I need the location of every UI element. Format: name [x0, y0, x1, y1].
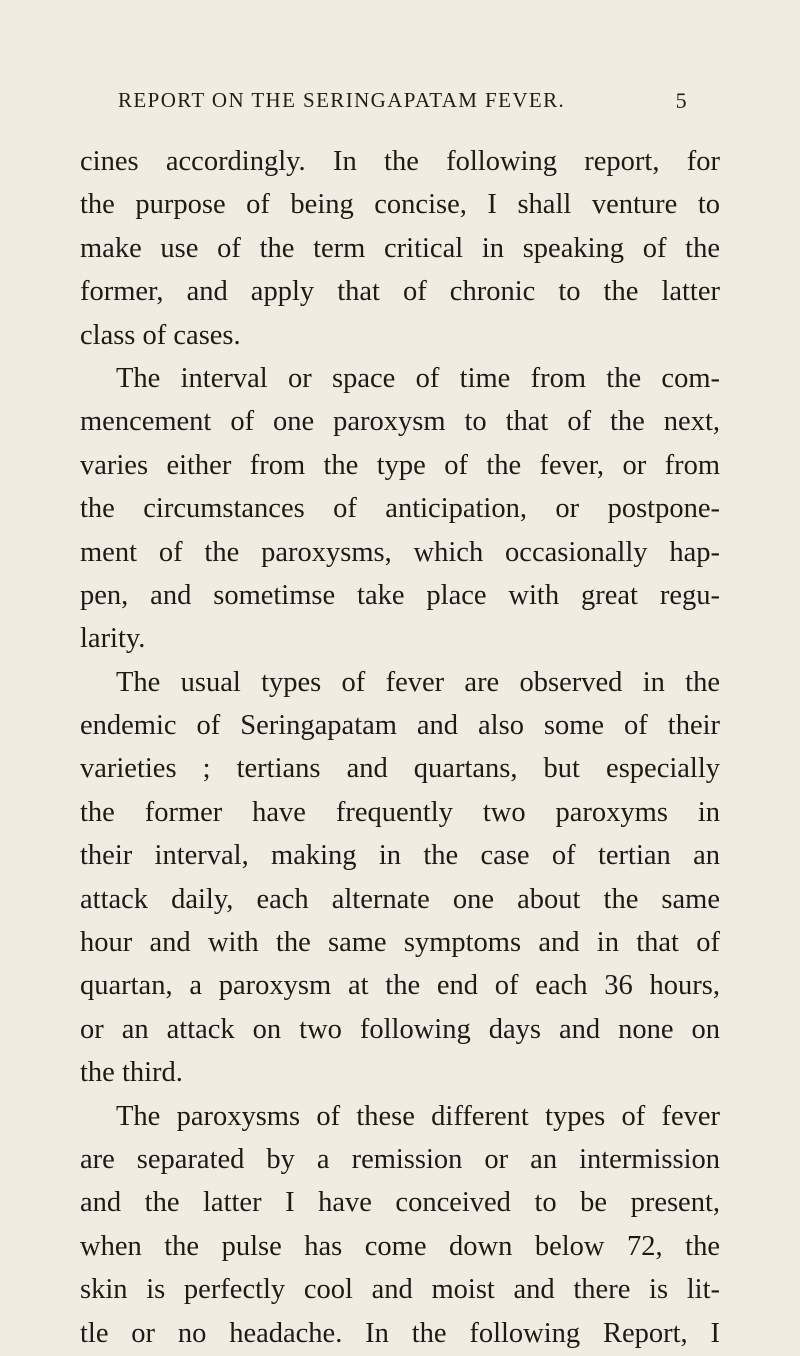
text-line: are separated by a remission or an intermission — [80, 1143, 720, 1175]
text-line: class of cases. — [80, 319, 241, 351]
text-line: the third. — [80, 1057, 183, 1089]
text-line: ment of the paroxysms, which occasionally hap- — [80, 536, 720, 568]
text-line: cines accordingly. In the following report, for — [80, 146, 720, 177]
text-line: skin is perfectly cool and moist and there is lit- — [80, 1274, 720, 1306]
running-head — [118, 88, 688, 118]
text-line: larity. — [80, 623, 146, 655]
page-number: 5 — [675, 88, 688, 113]
text-line: quartan, a paroxysm at the end of each 36 hours, — [80, 970, 720, 1002]
paragraph-first-line: The paroxysms of these different types of fever — [116, 1100, 720, 1132]
text-line: the purpose of being concise, I shall venture to — [80, 189, 720, 221]
text-line: pen, and sometimse take place with great regu- — [80, 579, 720, 611]
text-line: hour and with the same symptoms and in that of — [80, 927, 720, 959]
text-line: the former have frequently two paroxyms in — [80, 796, 720, 828]
text-line: or an attack on two following days and none on — [80, 1013, 720, 1045]
text-line: endemic of Seringapatam and also some of their — [80, 710, 720, 742]
paragraph-first-line: The usual types of fever are observed in the — [116, 666, 720, 698]
running-head-title: REPORT ON THE SERINGAPATAM FEVER. — [118, 88, 566, 112]
text-line: make use of the term critical in speaking of the — [80, 232, 720, 264]
text-line: tle or no headache. In the following Report, I — [80, 1317, 720, 1349]
text-line: former, and apply that of chronic to the latter — [80, 276, 720, 308]
text-line: mencement of one paroxysm to that of the next, — [80, 406, 720, 438]
body-text — [80, 140, 720, 1355]
text-line: attack daily, each alternate one about the same — [80, 883, 720, 915]
text-line: varies either from the type of the fever, or from — [80, 449, 720, 481]
text-line: and the latter I have conceived to be present, — [80, 1187, 720, 1219]
text-line: when the pulse has come down below 72, the — [80, 1230, 720, 1262]
text-line: the circumstances of anticipation, or postpone- — [80, 493, 720, 525]
paragraph-first-line: The interval or space of time from the com- — [116, 362, 720, 394]
text-line: varieties ; tertians and quartans, but especially — [80, 753, 720, 785]
text-line: their interval, making in the case of tertian an — [80, 840, 720, 872]
